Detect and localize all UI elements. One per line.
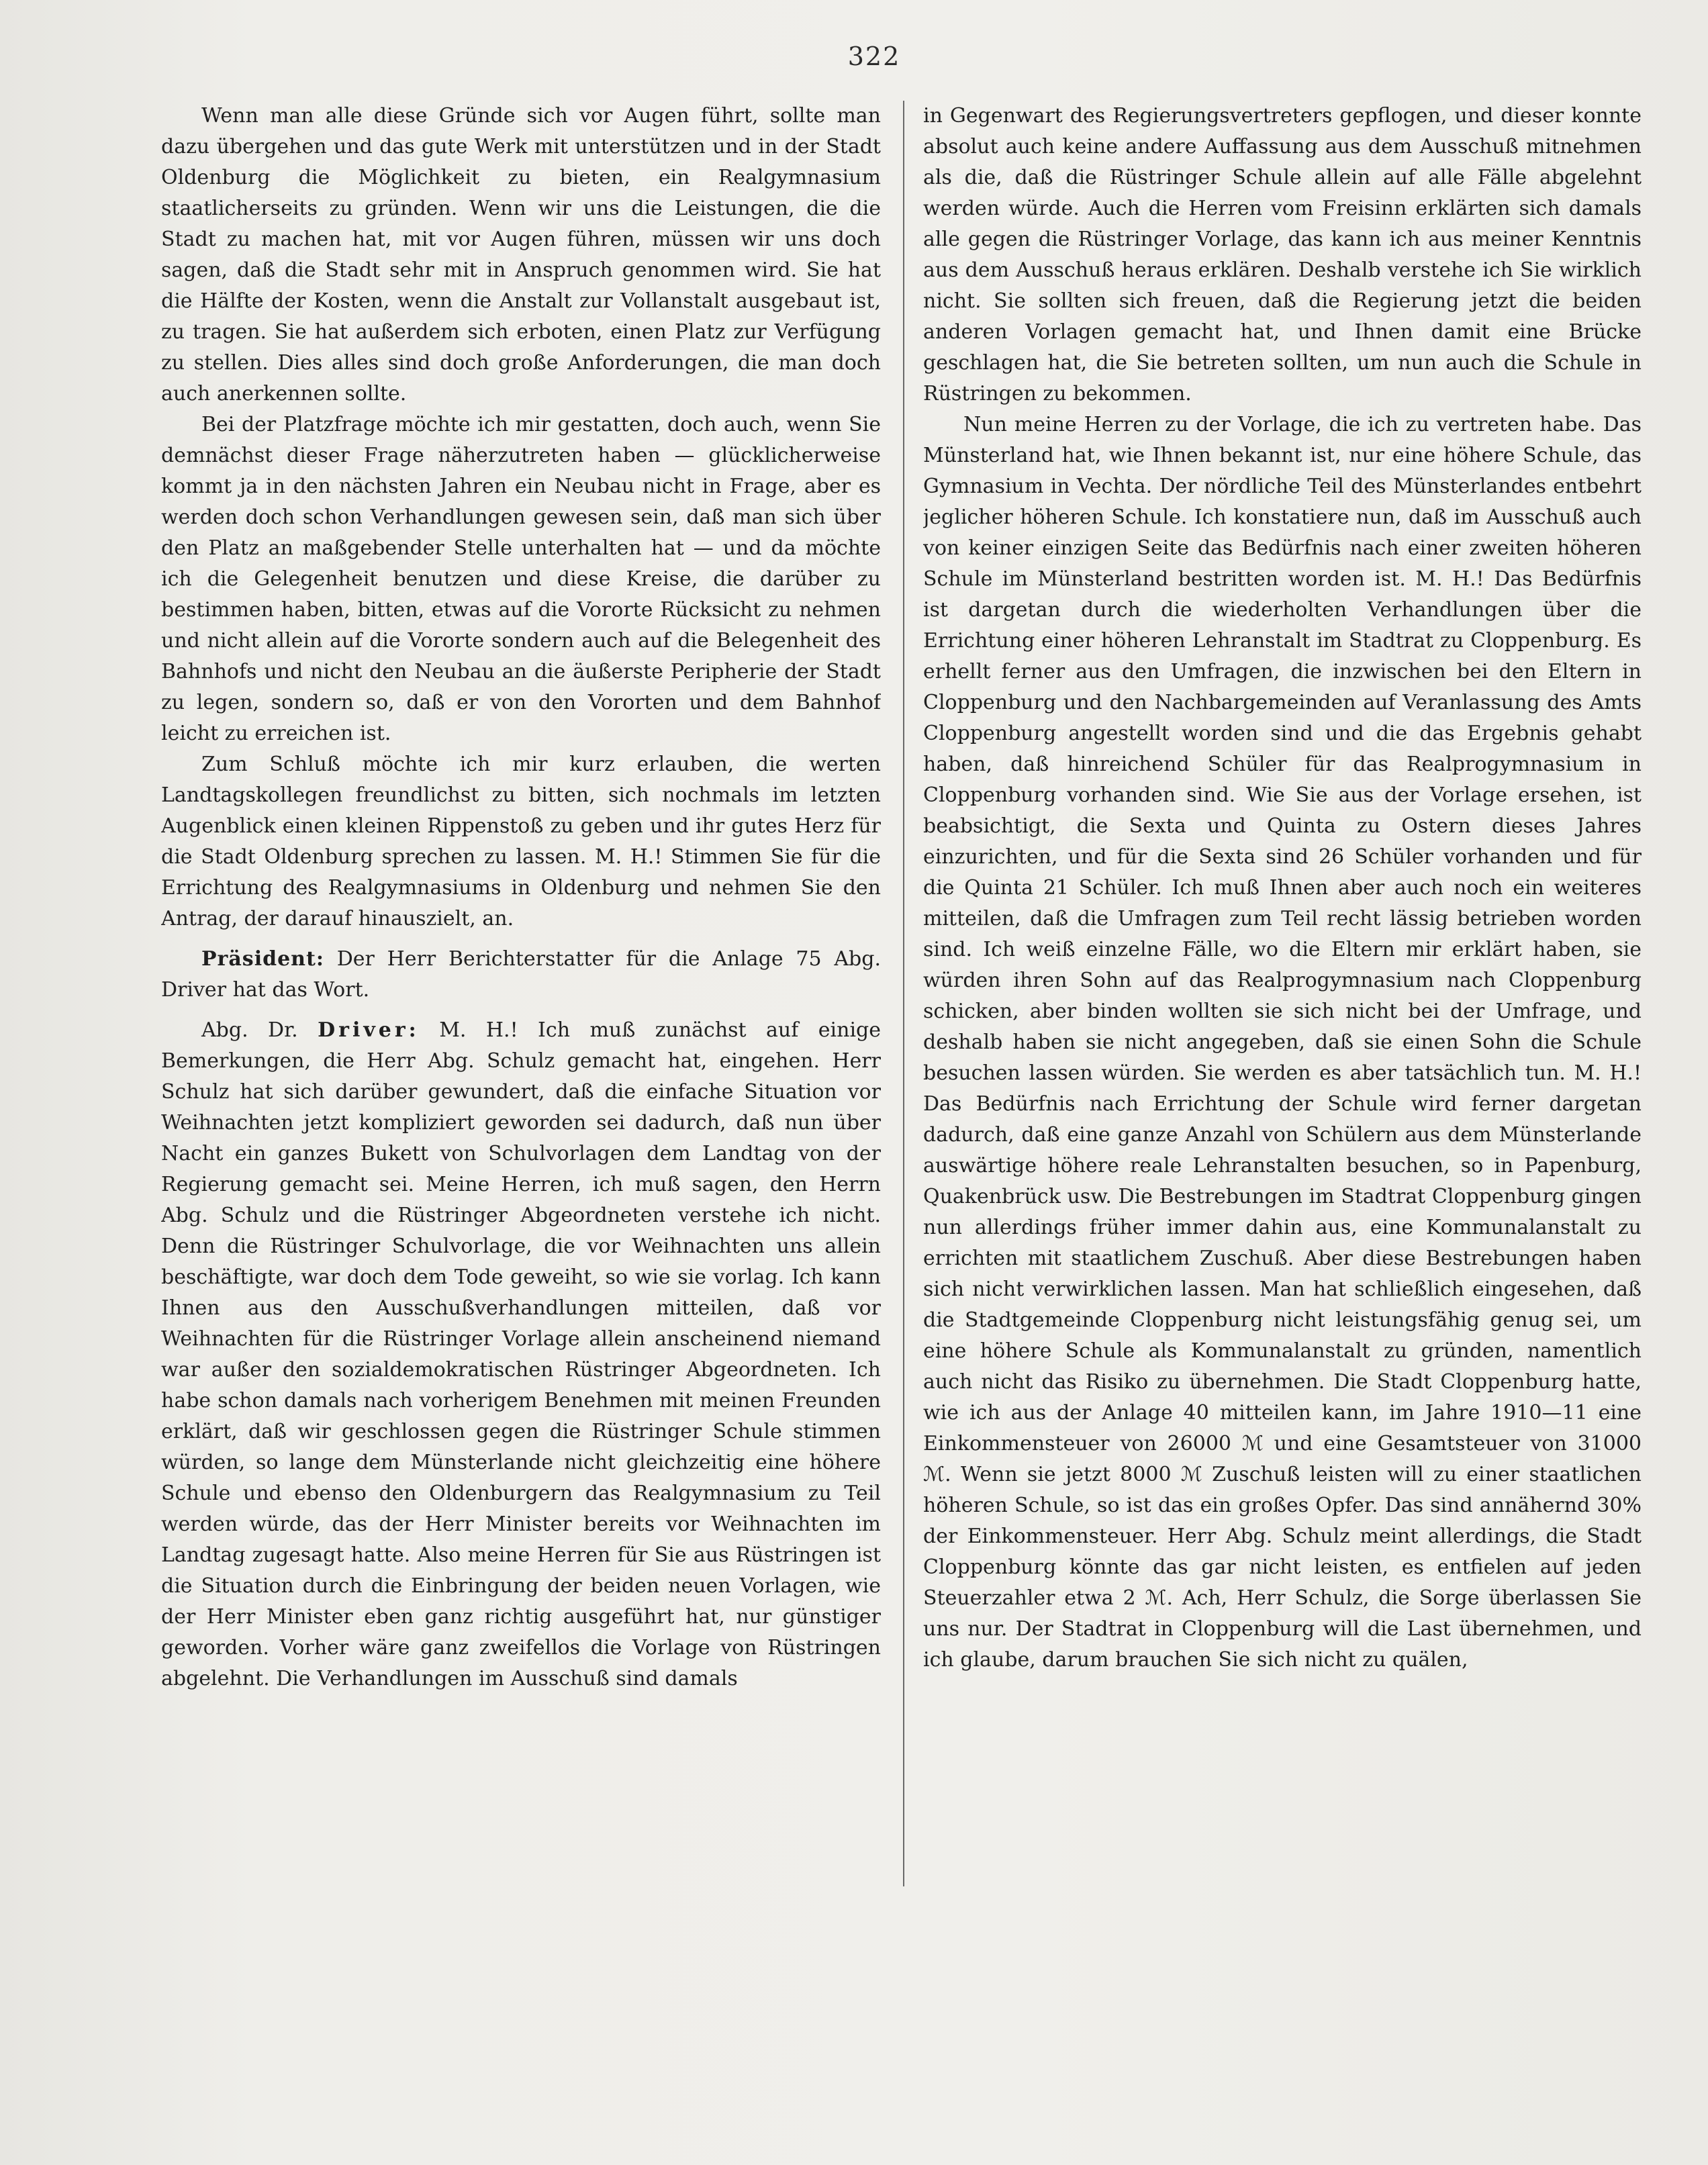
- left-column: [161, 101, 881, 1886]
- president-statement: [161, 944, 881, 1006]
- speaker-name: Driver:: [318, 1018, 420, 1042]
- paragraph: Nun meine Herren zu der Vorlage, die ich zu vertreten habe. Das Münsterland hat, wie Ihnen bekannt ist, nur eine höhere Schule, das Gymnasium in Vechta. Der nördliche Teil des Münsterlandes entbehrt jeglicher höheren Schule. Ich konstatiere nun, daß im Ausschuß auch von keiner einzigen Seite das Bedürfnis nach einer zweiten höheren Schule im Münsterland bestritten worden ist. M. H.! Das Bedürfnis ist dargetan durch die wiederholten Verhandlungen über die Errichtung einer höheren Lehranstalt im Stadtrat zu Cloppenburg. Es erhellt ferner aus den Umfragen, die inzwischen bei den Eltern in Cloppenburg und den Nachbargemeinden auf Veranlassung des Amts Cloppenburg angestellt worden sind und die das Ergebnis gehabt haben, daß hinreichend Schüler für das Realprogymnasium in Cloppenburg vorhanden sind. Wie Sie aus der Vorlage ersehen, ist beabsichtigt, die Sexta und Quinta zu Ostern dieses Jahres einzurichten, und für die Sexta sind 26 Schüler vorhanden und für die Quinta 21 Schüler. Ich muß Ihnen aber auch noch ein weiteres mitteilen, daß die Umfragen zum Teil recht lässig betrieben worden sind. Ich weiß einzelne Fälle, wo die Eltern mir erklärt haben, sie würden ihren Sohn auf das Realprogymnasium nach Cloppenburg schicken, aber binden wollten sie sich nicht bei der Umfrage, und deshalb haben sie nicht angegeben, daß sie einen Sohn die Schule besuchen lassen würden. Sie werden es aber tatsächlich tun. M. H.! Das Bedürfnis nach Errichtung der Schule wird ferner dargetan dadurch, daß eine ganze Anzahl von Schülern aus dem Münsterlande auswärtige höhere reale Lehranstalten besuchen, so in Papenburg, Quakenbrück usw. Die Bestrebungen im Stadtrat Cloppenburg gingen nun allerdings früher immer dahin aus, eine Kommunalanstalt zu errichten mit staatlichem Zuschuß. Aber diese Bestrebungen haben sich nicht verwirklichen lassen. Man hat schließlich eingesehen, daß die Stadtgemeinde Cloppenburg nicht leistungsfähig genug sei, um eine höhere Schule als Kommunalanstalt zu gründen, namentlich auch nicht das Risiko zu übernehmen. Die Stadt Cloppenburg hatte, wie ich aus der Anlage 40 mitteilen kann, im Jahre 1910—11 eine Einkommensteuer von 26000 ℳ und eine Gesamtsteuer von 31000 ℳ. Wenn sie jetzt 8000 ℳ Zuschuß leisten will zu einer staatlichen höheren Schule, so ist das ein großes Opfer. Das sind annähernd 30% der Einkommensteuer. Herr Abg. Schulz meint allerdings, die Stadt Cloppenburg könnte das gar nicht leisten, es entfielen auf jeden Steuerzahler etwa 2 ℳ. Ach, Herr Schulz, die Sorge überlassen Sie uns nur. Der Stadtrat in Cloppenburg will die Last übernehmen, und ich glaube, darum brauchen Sie sich nicht zu quälen,: [923, 413, 1642, 1672]
- paragraph: in Gegenwart des Regierungsvertreters gepflogen, und dieser konnte absolut auch keine andere Auffassung aus dem Ausschuß mitnehmen als die, daß die Rüstringer Schule allein auf alle Fälle abgelehnt werden würde. Auch die Herren vom Freisinn erklärten sich damals alle gegen die Rüstringer Vorlage, das kann ich aus meiner Kenntnis aus dem Ausschuß heraus erklären. Deshalb verstehe ich Sie wirklich nicht. Sie sollten sich freuen, daß die Regierung jetzt die beiden anderen Vorlagen gemacht hat, und Ihnen damit eine Brücke geschlagen hat, die Sie betreten sollten, um nun auch die Schule in Rüstringen zu bekommen.: [923, 104, 1642, 405]
- column-divider: [903, 101, 904, 1886]
- paragraph: Zum Schluß möchte ich mir kurz erlauben, die werten Landtagskollegen freundlichst zu bitten, sich nochmals im letzten Augenblick einen kleinen Rippenstoß zu geben und ihr gutes Herz für die Stadt Oldenburg sprechen zu lassen. M. H.! Stimmen Sie für die Errichtung des Realgymnasiums in Oldenburg und nehmen Sie den Antrag, der darauf hinauszielt, an.: [161, 753, 881, 930]
- speaker-name: Präsident:: [201, 947, 324, 971]
- statement-text: Der Herr Berichterstatter für die Anlage 75 Abg. Driver hat das Wort.: [161, 947, 881, 1002]
- page-number: 322: [847, 42, 901, 71]
- driver-statement: [161, 1015, 881, 1694]
- right-column: [923, 101, 1642, 1886]
- speaker-prefix: Abg. Dr.: [201, 1018, 298, 1042]
- paragraph: Wenn man alle diese Gründe sich vor Augen führt, sollte man dazu übergehen und das gute Werk mit unterstützen und in der Stadt Oldenburg die Möglichkeit zu bieten, ein Realgymnasium staatlicherseits zu gründen. Wenn wir uns die Leistungen, die die Stadt zu machen hat, mit vor Augen führen, müssen wir uns doch sagen, daß die Stadt sehr mit in Anspruch genommen wird. Sie hat die Hälfte der Kosten, wenn die Anstalt zur Vollanstalt ausgebaut ist, zu tragen. Sie hat außerdem sich erboten, einen Platz zur Verfügung zu stellen. Dies alles sind doch große Anforderungen, die man doch auch anerkennen sollte.: [161, 104, 881, 405]
- paragraph: Bei der Platzfrage möchte ich mir gestatten, doch auch, wenn Sie demnächst dieser Frage näherzutreten haben — glücklicherweise kommt ja in den nächsten Jahren ein Neubau nicht in Frage, aber es werden doch schon Verhandlungen gewesen sein, daß man sich über den Platz an maßgebender Stelle unterhalten hat — und da möchte ich die Gelegenheit benutzen und diese Kreise, die darüber zu bestimmen haben, bitten, etwas auf die Vororte Rücksicht zu nehmen und nicht allein auf die Vororte sondern auch auf die Belegenheit des Bahnhofs und nicht den Neubau an die äußerste Peripherie der Stadt zu legen, sondern so, daß er von den Vororten und dem Bahnhof leicht zu erreichen ist.: [161, 413, 881, 745]
- statement-text: M. H.! Ich muß zunächst auf einige Bemerkungen, die Herr Abg. Schulz gemacht hat, eingehen. Herr Schulz hat sich darüber gewundert, daß die einfache Situation vor Weihnachten jetzt kompliziert geworden sei dadurch, daß nun über Nacht ein ganzes Bukett von Schulvorlagen dem Landtag von der Regierung gemacht sei. Meine Herren, ich muß sagen, den Herrn Abg. Schulz und die Rüstringer Abgeordneten verstehe ich nicht. Denn die Rüstringer Schulvorlage, die vor Weihnachten uns allein beschäftigte, war doch dem Tode geweiht, so wie sie vorlag. Ich kann Ihnen aus den Ausschußverhandlungen mitteilen, daß vor Weihnachten für die Rüstringer Vorlage allein anscheinend niemand war außer den sozialdemokratischen Rüstringer Abgeordneten. Ich habe schon damals nach vorherigem Benehmen mit meinen Freunden erklärt, daß wir geschlossen gegen die Rüstringer Schule stimmen würden, so lange dem Münsterlande nicht gleichzeitig eine höhere Schule und ebenso den Oldenburgern das Realgymnasium zu Teil werden würde, das der Herr Minister bereits vor Weihnachten im Landtag zugesagt hatte. Also meine Herren für Sie aus Rüstringen ist die Situation durch die Einbringung der beiden neuen Vorlagen, wie der Herr Minister eben ganz richtig ausgeführt hat, nur günstiger geworden. Vorher wäre ganz zweifellos die Vorlage von Rüstringen abgelehnt. Die Verhandlungen im Ausschuß sind damals: [161, 1018, 881, 1690]
